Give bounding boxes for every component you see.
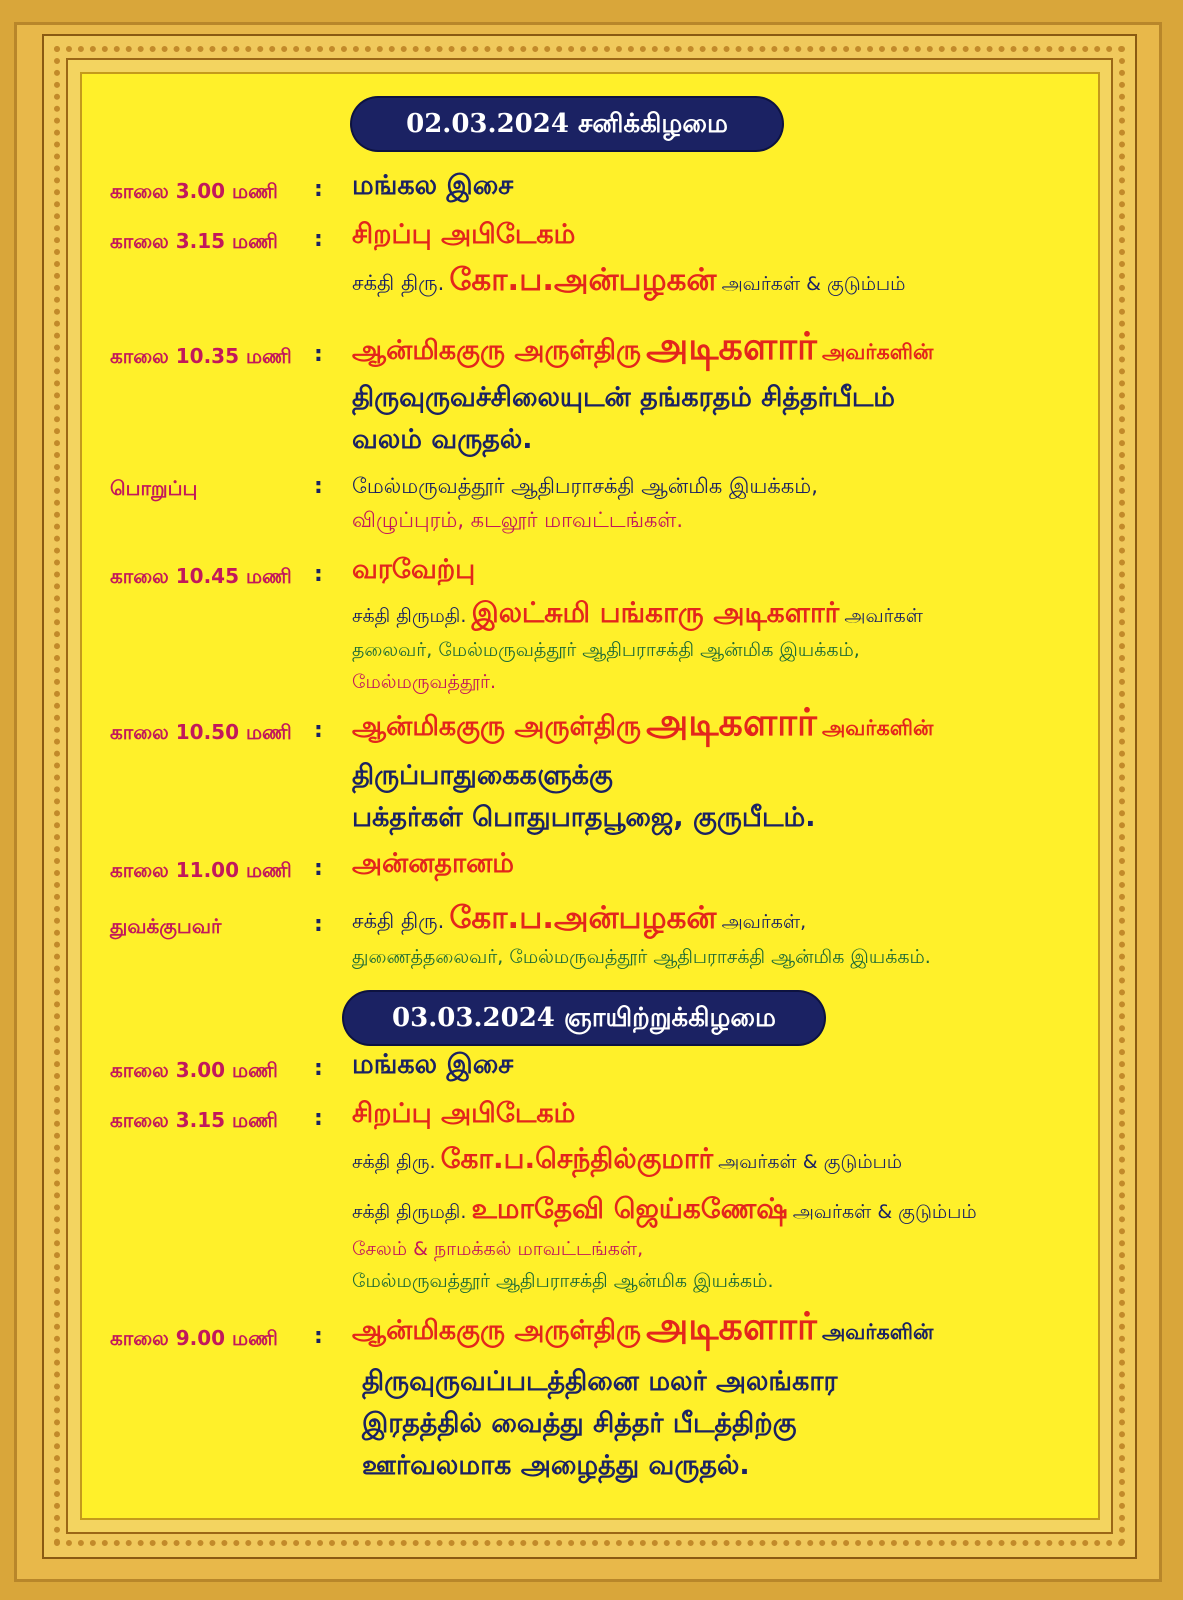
person-name: கோ.ப.அன்பழகன் (449, 262, 717, 298)
colon: : (314, 342, 323, 367)
day2-time-3: காலை 9.00 மணி (110, 1326, 278, 1350)
day1-date-badge: 02.03.2024 சனிக்கிழமை (352, 98, 782, 150)
day2-event-1: மங்கல இசை (352, 1049, 514, 1080)
person-suffix: அவர்கள் & குடும்பம் (721, 273, 906, 295)
title-suffix: அவர்களின் (821, 340, 934, 364)
day2-event-2-person2 (352, 1192, 977, 1229)
day1-event-5-line3: பக்தர்கள் பொதுபாதபூஜை, குருபீடம். (352, 802, 816, 833)
title-main: அடிகளார் (646, 324, 817, 368)
honorific: சக்தி திருமதி. (352, 1201, 467, 1223)
colon: : (314, 227, 323, 252)
day1-responsibility-label: பொறுப்பு (110, 476, 198, 500)
day1-event-4-line3: மேல்மருவத்தூர். (352, 671, 496, 693)
day1-event-3 (352, 324, 933, 374)
colon: : (314, 856, 323, 881)
schedule-panel (80, 72, 1100, 1520)
day1-event-1: மங்கல இசை (352, 170, 514, 201)
person-suffix: அவர்கள் (844, 605, 923, 627)
day1-event-3-line2: திருவுருவச்சிலையுடன் தங்கரதம் சித்தர்பீடம் (352, 382, 896, 413)
person-name: கோ.ப.அன்பழகன் (449, 900, 717, 936)
day2-event-3-line2: திருவுருவப்படத்தினை மலர் அலங்கார (362, 1366, 838, 1397)
day1-event-4-title: வரவேற்பு (352, 554, 476, 585)
day1-starter-person (352, 900, 806, 940)
day1-time-4: காலை 10.45 மணி (110, 564, 292, 588)
day1-starter-line2: துணைத்தலைவர், மேல்மருவத்தூர் ஆதிபராசக்தி ஆன்மிக இயக்கம். (352, 946, 931, 968)
honorific: சக்தி திரு. (352, 1151, 436, 1173)
honorific: சக்தி திரு. (352, 271, 445, 295)
person-suffix: அவர்கள் & குடும்பம் (718, 1151, 903, 1173)
person-name: உமாதேவி ஜெய்கணேஷ் (471, 1192, 788, 1225)
day1-time-6: காலை 11.00 மணி (110, 858, 292, 882)
colon: : (314, 177, 323, 202)
day2-time-2: காலை 3.15 மணி (110, 1108, 278, 1132)
day1-event-2-person (352, 262, 905, 302)
colon: : (314, 562, 323, 587)
person-name: கோ.ப.செந்தில்குமார் (440, 1142, 714, 1175)
colon: : (314, 912, 323, 937)
person-name: இலட்சுமி பங்காரு அடிகளார் (471, 596, 840, 629)
day2-event-2-line4: சேலம் & நாமக்கல் மாவட்டங்கள், (352, 1238, 644, 1260)
day1-event-4-line2: தலைவர், மேல்மருவத்தூர் ஆதிபராசக்தி ஆன்மிக இயக்கம், (352, 639, 860, 661)
honorific: சக்தி திருமதி. (352, 605, 467, 627)
colon: : (314, 474, 323, 499)
day2-event-2-person (352, 1142, 902, 1179)
day1-event-3-line3: வலம் வருதல். (352, 424, 533, 455)
title-main: அடிகளார் (646, 700, 817, 744)
day1-time-5: காலை 10.50 மணி (110, 720, 292, 744)
colon: : (314, 1106, 323, 1131)
day1-time-3: காலை 10.35 மணி (110, 344, 292, 368)
day1-event-2-title: சிறப்பு அபிடேகம் (352, 219, 576, 250)
day1-responsibility-line1: மேல்மருவத்தூர் ஆதிபராசக்தி ஆன்மிக இயக்கம், (352, 474, 818, 498)
title-prefix: ஆன்மிககுரு அருள்திரு (352, 335, 641, 366)
person-suffix: அவர்கள், (721, 911, 807, 933)
day1-responsibility-line2: விழுப்புரம், கடலூர் மாவட்டங்கள். (352, 508, 684, 532)
day2-date-badge: 03.03.2024 ஞாயிற்றுக்கிழமை (344, 992, 824, 1044)
day2-event-3-line4: ஊர்வலமாக அழைத்து வருதல். (362, 1450, 750, 1481)
colon: : (314, 718, 323, 743)
colon: : (314, 1056, 323, 1081)
day1-time-1: காலை 3.00 மணி (110, 179, 278, 203)
title-suffix: அவர்களின் (821, 1320, 934, 1344)
day1-time-2: காலை 3.15 மணி (110, 229, 278, 253)
day1-event-4-person (352, 596, 923, 633)
title-suffix: அவர்களின் (821, 716, 934, 740)
day2-time-1: காலை 3.00 மணி (110, 1058, 278, 1082)
title-prefix: ஆன்மிககுரு அருள்திரு (352, 1315, 641, 1346)
person-suffix: அவர்கள் & குடும்பம் (792, 1201, 977, 1223)
honorific: சக்தி திரு. (352, 909, 445, 933)
day2-event-3-line3: இரதத்தில் வைத்து சித்தர் பீடத்திற்கு (362, 1408, 797, 1439)
day1-event-5 (352, 700, 933, 750)
day2-event-2-title: சிறப்பு அபிடேகம் (352, 1098, 576, 1129)
title-main: அடிகளார் (646, 1304, 817, 1348)
day2-event-3 (352, 1304, 933, 1354)
title-prefix: ஆன்மிககுரு அருள்திரு (352, 711, 641, 742)
day2-event-2-line5: மேல்மருவத்தூர் ஆதிபராசக்தி ஆன்மிக இயக்கம். (352, 1270, 774, 1292)
day1-starter-label: துவக்குபவர் (110, 914, 222, 938)
day1-event-6: அன்னதானம் (352, 848, 514, 879)
day1-event-5-line2: திருப்பாதுகைகளுக்கு (352, 760, 613, 791)
colon: : (314, 1324, 323, 1349)
